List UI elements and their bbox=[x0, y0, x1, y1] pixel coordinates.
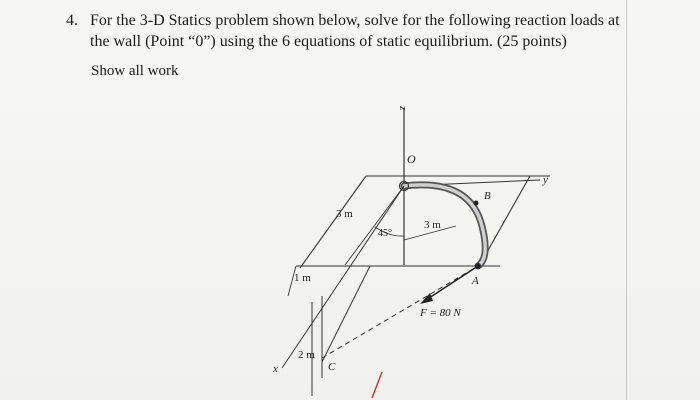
point-a-label: A bbox=[472, 275, 479, 287]
angle-ray bbox=[345, 186, 404, 265]
dim-3m-radius: 3 m bbox=[424, 219, 441, 231]
point-b-marker bbox=[474, 201, 479, 206]
red-pen-mark bbox=[372, 372, 382, 398]
z-axis-label: z bbox=[397, 106, 409, 111]
wall-left-edge bbox=[300, 176, 366, 268]
show-work-instruction: Show all work bbox=[91, 63, 179, 79]
y-axis-label: y bbox=[543, 174, 548, 186]
dim-2m: 2 m bbox=[298, 349, 315, 361]
force-label: F = 80 N bbox=[420, 307, 461, 319]
point-b-label: B bbox=[484, 190, 491, 202]
dim-1m: 1 m bbox=[294, 272, 311, 284]
force-arrow-shaft bbox=[426, 266, 478, 300]
question-number: 4. bbox=[66, 12, 78, 29]
x-axis-label: x bbox=[273, 363, 278, 375]
post-diagonal bbox=[322, 266, 370, 362]
angle-label: 45° bbox=[378, 228, 392, 239]
point-o-label: O bbox=[407, 152, 416, 166]
force-arrow-head bbox=[420, 293, 433, 304]
question-text: For the 3-D Statics problem shown below, solve for the following reaction loads at the wall (Point “0”) using the 6 equations of static equilibrium. (25 points) bbox=[90, 12, 620, 50]
point-c-label: C bbox=[328, 361, 336, 373]
dim-3m-top: 3 m bbox=[336, 208, 353, 220]
curved-beam bbox=[404, 185, 485, 266]
